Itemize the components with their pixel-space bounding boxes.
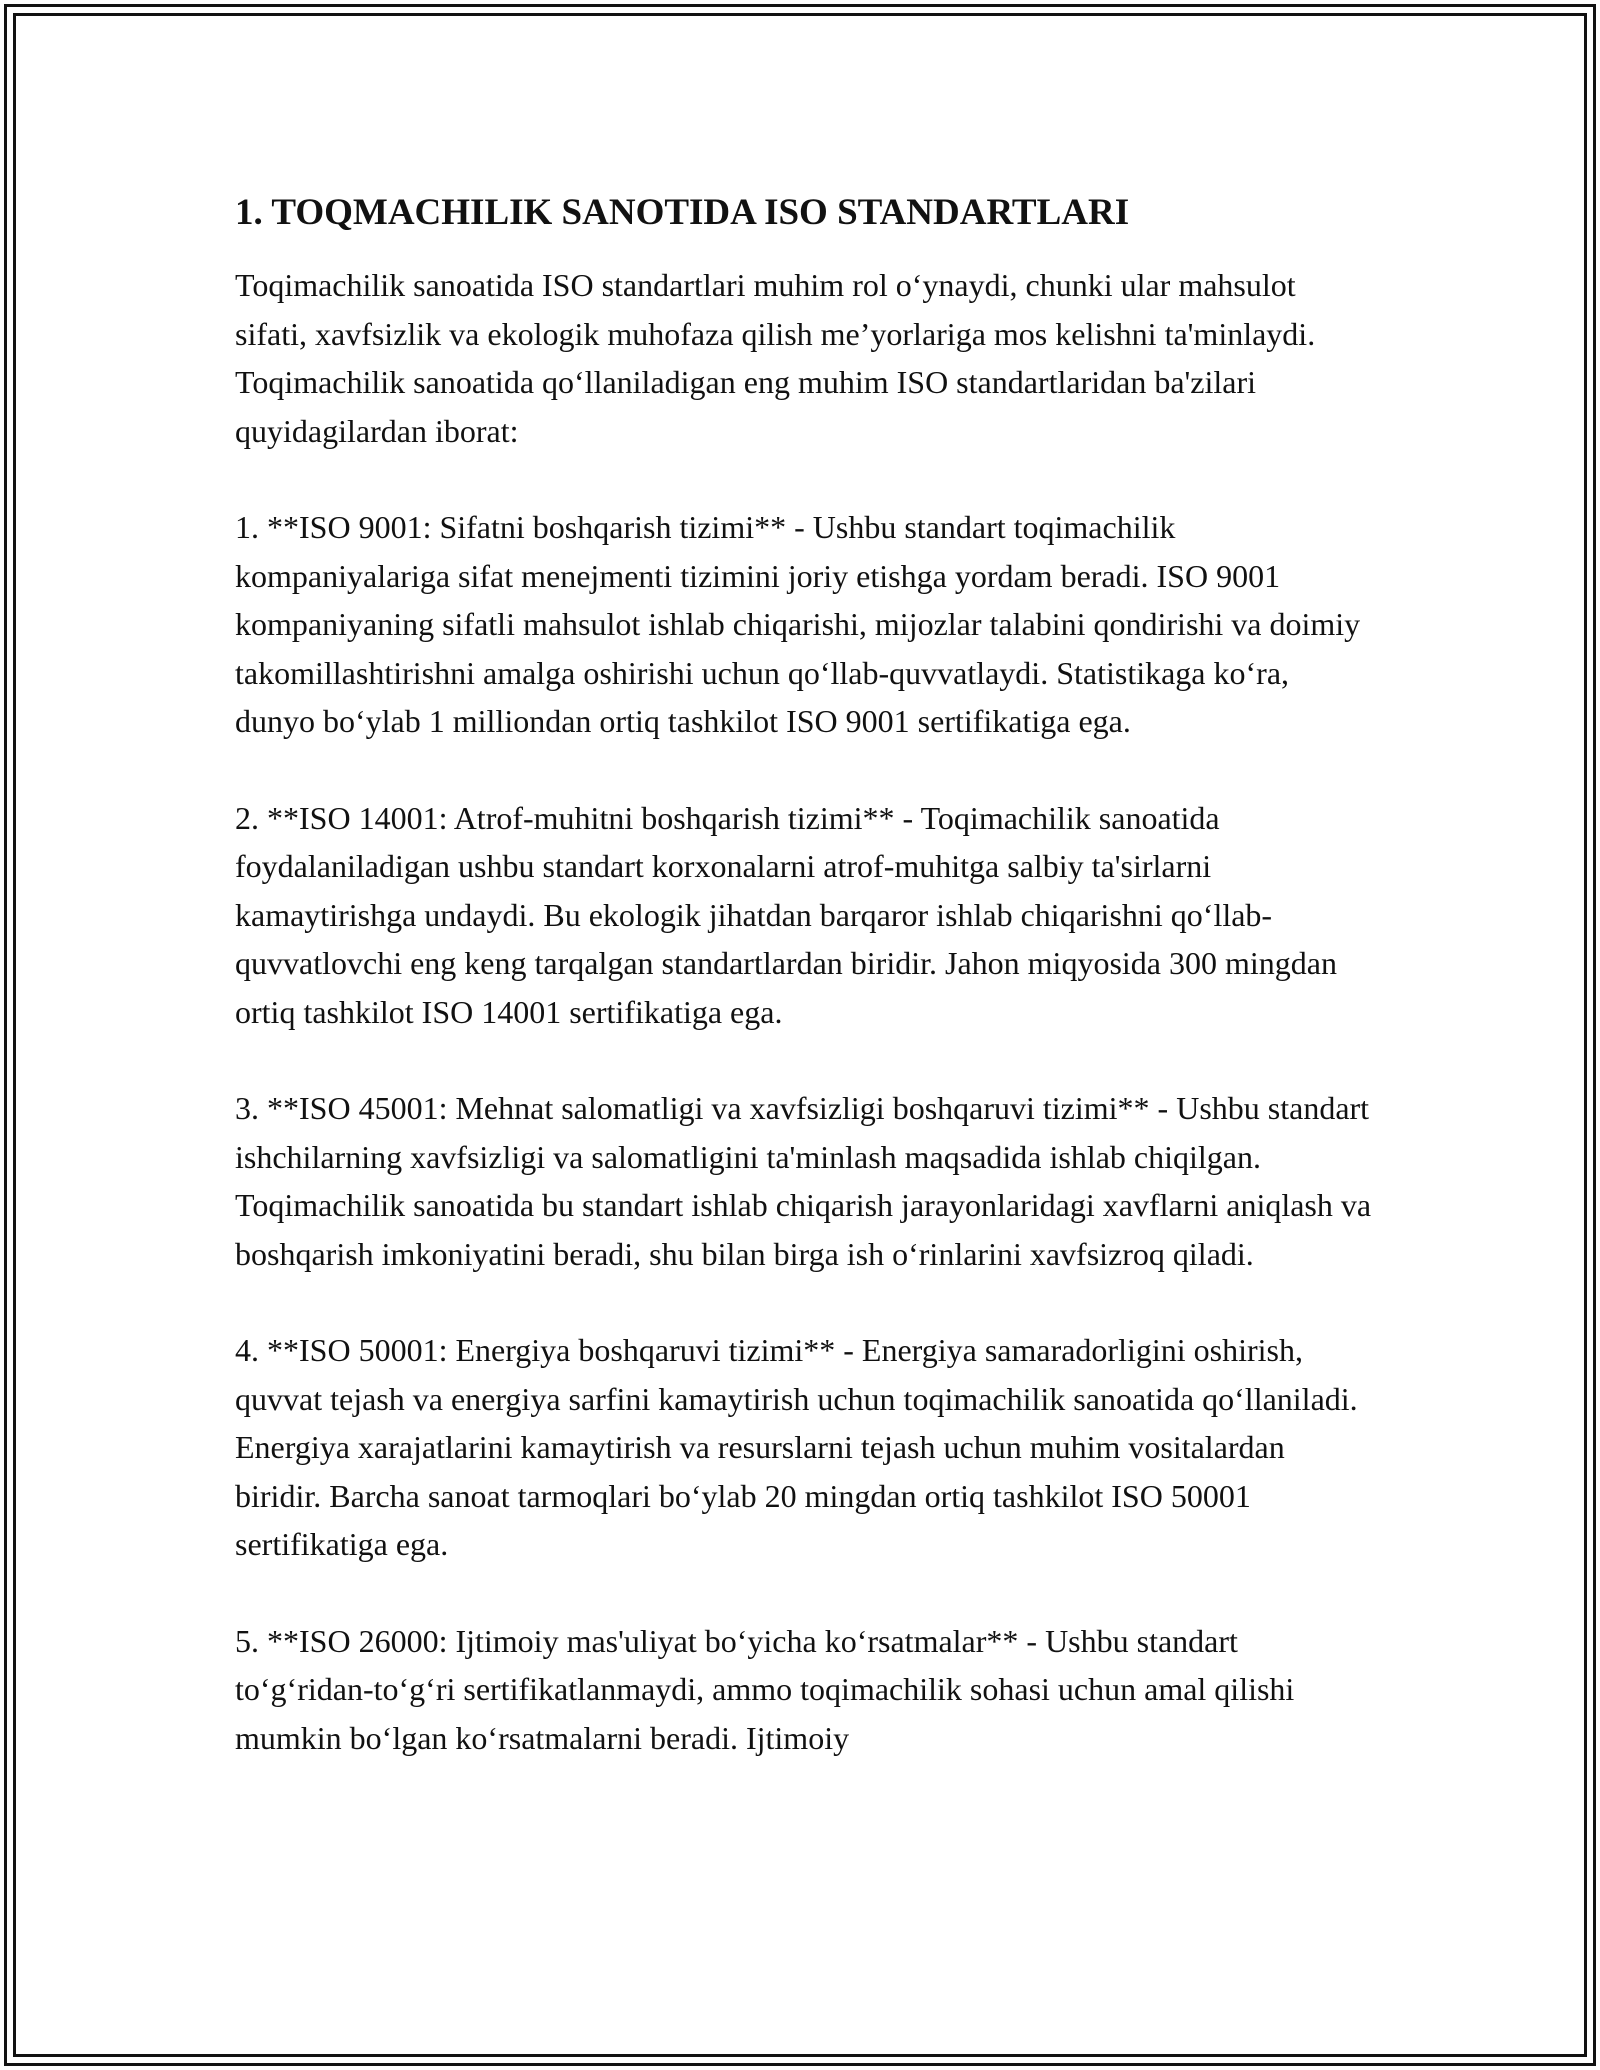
iso-50001-paragraph: 4. **ISO 50001: Energiya boshqaruvi tizimi** - Energiya samaradorligini oshirish, quvvat tejash va energiya sarfini kamaytirish uchun toqimachilik sanoatida qo‘llaniladi. Energiya xarajatlarini kamaytirish va resurslarni tejash uchun muhim vositalardan biridir. Barcha sanoat tarmoqlari bo‘ylab 20 mingdan ortiq tashkilot ISO 50001 sertifikatiga ega.: [235, 1332, 1358, 1562]
document-title: 1. TOQMACHILIK SANOTIDA ISO STANDARTLARI: [235, 192, 1130, 233]
iso-45001-paragraph: 3. **ISO 45001: Mehnat salomatligi va xavfsizligi boshqaruvi tizimi** - Ushbu standart ishchilarning xavfsizligi va salomatligini ta'minlash maqsadida ishlab chiqilgan. Toqimachilik sanoatida bu standart ishlab chiqarish jarayonlaridagi xavflarni aniqlash va boshqarish imkoniyatini beradi, shu bilan birga ish o‘rinlarini xavfsizroq qiladi.: [235, 1090, 1372, 1272]
iso-26000-paragraph: 5. **ISO 26000: Ijtimoiy mas'uliyat bo‘yicha ko‘rsatmalar** - Ushbu standart to‘g‘ridan-to‘g‘ri sertifikatlanmaydi, ammo toqimachilik sohasi uchun amal qilishi mumkin bo‘lgan ko‘rsatmalarni beradi. Ijtimoiy: [235, 1622, 1295, 1756]
iso-14001-paragraph: 2. **ISO 14001: Atrof-muhitni boshqarish tizimi** - Toqimachilik sanoatida foydalaniladigan ushbu standart korxonalarni atrof-muhitga salbiy ta'sirlarni kamaytirishga undaydi. Bu ekologik jihatdan barqaror ishlab chiqarishni qo‘llab-quvvatlovchi eng keng tarqalgan standartlardan biridir. Jahon miqyosida 300 mingdan ortiq tashkilot ISO 14001 sertifikatiga ega.: [235, 799, 1337, 1030]
document-body: [235, 185, 1375, 1810]
intro-paragraph: Toqimachilik sanoatida ISO standartlari muhim rol o‘ynaydi, chunki ular mahsulot sifati, xavfsizlik va ekologik muhofaza qilish me’yorlariga mos kelishni ta'minlaydi. Toqimachilik sanoatida qo‘llaniladigan eng muhim ISO standartlaridan ba'zilari quyidagilardan iborat:: [235, 267, 1316, 449]
iso-9001-paragraph: 1. **ISO 9001: Sifatni boshqarish tizimi** - Ushbu standart toqimachilik kompaniyalariga sifat menejmenti tizimini joriy etishga yordam beradi. ISO 9001 kompaniyaning sifatli mahsulot ishlab chiqarishi, mijozlar talabini qondirishi va doimiy takomillashtirishni amalga oshirishi uchun qo‘llab-quvvatlaydi. Statistikaga ko‘ra, dunyo bo‘ylab 1 milliondan ortiq tashkilot ISO 9001 sertifikatiga ega.: [235, 509, 1361, 739]
